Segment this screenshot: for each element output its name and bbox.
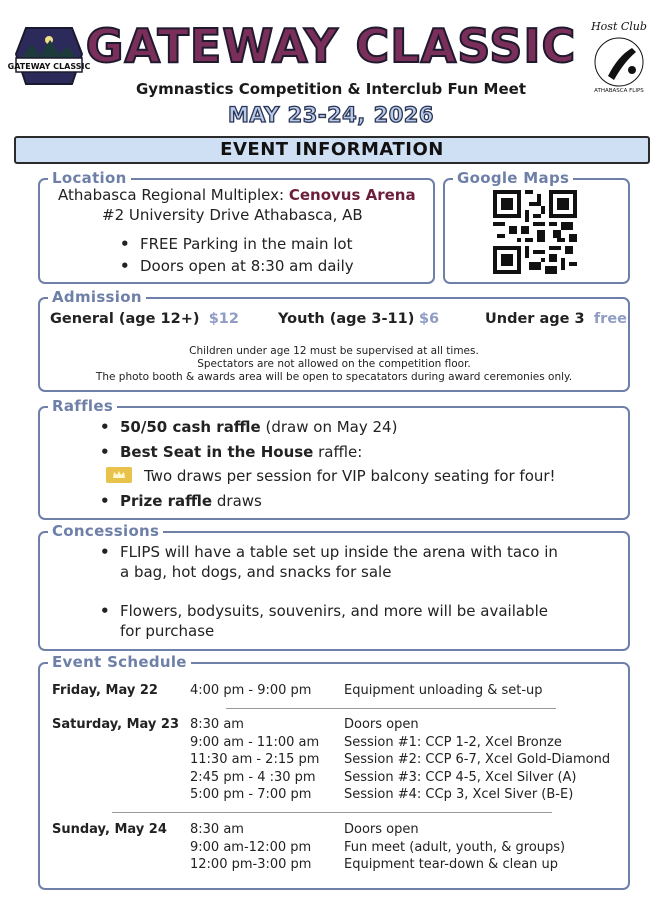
vip-raffle-text: Two draws per session for VIP balcony seating for four! [144, 467, 556, 485]
page-subtitle: Gymnastics Competition & Interclub Fun Meet [136, 80, 526, 98]
schedule-event: Equipment tear-down & clean up [344, 857, 559, 872]
location-section [38, 169, 435, 284]
event-information-banner: EVENT INFORMATION [14, 136, 650, 164]
location-bullet-doors: • Doors open at 8:30 am daily [140, 257, 354, 275]
tier-label: General (age 12+) [50, 311, 200, 327]
logo-left-text: GATEWAY CLASSIC [7, 62, 91, 71]
tier-price: $12 [208, 311, 239, 327]
raffle-item-detail: (draw on May 24) [260, 418, 398, 436]
host-club-label: Host Club [591, 20, 647, 33]
schedule-time: 5:00 pm - 7:00 pm [190, 787, 312, 802]
venue-name: Cenovus Arena [288, 186, 416, 204]
event-dates: MAY 23-24, 2026 [227, 103, 435, 127]
schedule-event: Session #3: CCP 4-5, Xcel Silver (A) [344, 769, 577, 785]
schedule-event: Session #4: CCp 3, Xcel Siver (B-E) [344, 787, 574, 802]
schedule-time: 2:45 pm - 4 :30 pm [190, 769, 316, 785]
schedule-time: 9:00 am - 11:00 am [190, 734, 320, 750]
google-maps-section [443, 169, 630, 284]
raffle-item-title: 50/50 cash raffle [120, 418, 261, 436]
schedule-event: Session #2: CCP 6-7, Xcel Gold-Diamond [344, 752, 611, 767]
tier-price: $6 [418, 311, 440, 327]
raffle-item-title: Prize raffle [120, 492, 213, 510]
concession-bullet-food-line1: • FLIPS will have a table set up inside the arena with taco in [120, 543, 558, 561]
qr-code-icon[interactable] [493, 190, 577, 274]
admission-tier-general [50, 310, 239, 328]
venue-address: #2 University Drive Athabasca, AB [102, 206, 363, 224]
schedule-time: 4:00 pm - 9:00 pm [190, 683, 312, 698]
schedule-event: Doors open [344, 717, 419, 732]
admission-tier-youth [278, 310, 439, 328]
host-club-logo-text: ATHABASCA FLIPS [594, 88, 644, 94]
page-title: GATEWAY CLASSIC [85, 19, 577, 73]
schedule-time: 9:00 am-12:00 pm [190, 839, 312, 855]
raffle-item-detail: draws [212, 492, 262, 510]
concession-bullet-food-line2: a bag, hot dogs, and snacks for sale [120, 563, 392, 581]
raffle-item-5050 [120, 418, 397, 436]
location-heading: Location [48, 169, 131, 187]
schedule-time: 8:30 am [190, 822, 244, 837]
concession-bullet-merch-line1: • Flowers, bodysuits, souvenirs, and more will be available [120, 602, 548, 620]
schedule-divider [226, 708, 556, 709]
raffles-section [38, 397, 630, 520]
admission-section [38, 288, 630, 392]
venue-prefix: Athabasca Regional Multiplex: [58, 186, 285, 204]
raffle-item-detail: raffle: [313, 443, 363, 461]
admission-note: Children under age 12 must be supervised at all times. [189, 345, 479, 357]
tier-label: Under age 3 [485, 311, 585, 327]
admission-tier-under3 [485, 310, 627, 328]
schedule-divider [112, 812, 552, 813]
tier-price: free [593, 311, 628, 327]
schedule-day: Friday, May 22 [52, 683, 158, 698]
schedule-day: Sunday, May 24 [52, 822, 167, 837]
concessions-heading: Concessions [48, 522, 163, 540]
admission-note: Spectators are not allowed on the competition floor. [197, 358, 471, 370]
schedule-event: Doors open [344, 822, 419, 837]
raffles-heading: Raffles [48, 397, 117, 415]
location-bullet-parking: • FREE Parking in the main lot [140, 235, 352, 253]
tier-label: Youth (age 3-11) [278, 311, 415, 327]
event-schedule-heading: Event Schedule [48, 653, 191, 671]
event-schedule-section [38, 653, 630, 890]
schedule-event: Session #1: CCP 1-2, Xcel Bronze [344, 734, 562, 750]
crown-ticket-icon [106, 467, 132, 483]
venue-line [58, 186, 416, 204]
schedule-event: Fun meet (adult, youth, & groups) [344, 839, 566, 855]
schedule-time: 12:00 pm-3:00 pm [190, 857, 312, 872]
google-maps-heading: Google Maps [453, 169, 573, 187]
host-club-logo [588, 16, 650, 96]
schedule-time: 11:30 am - 2:15 pm [190, 752, 320, 767]
admission-note: The photo booth & awards area will be open to specatators during award ceremonies only. [95, 371, 573, 383]
raffle-item-title: Best Seat in the House [120, 443, 314, 461]
concessions-section [38, 522, 630, 651]
concession-bullet-merch-line2: for purchase [120, 622, 215, 640]
admission-heading: Admission [48, 288, 146, 306]
raffle-item-prize [120, 492, 262, 510]
schedule-time: 8:30 am [190, 717, 244, 732]
raffle-item-best-seat [120, 443, 362, 461]
schedule-event: Equipment unloading & set-up [344, 683, 543, 698]
schedule-day: Saturday, May 23 [52, 717, 180, 732]
